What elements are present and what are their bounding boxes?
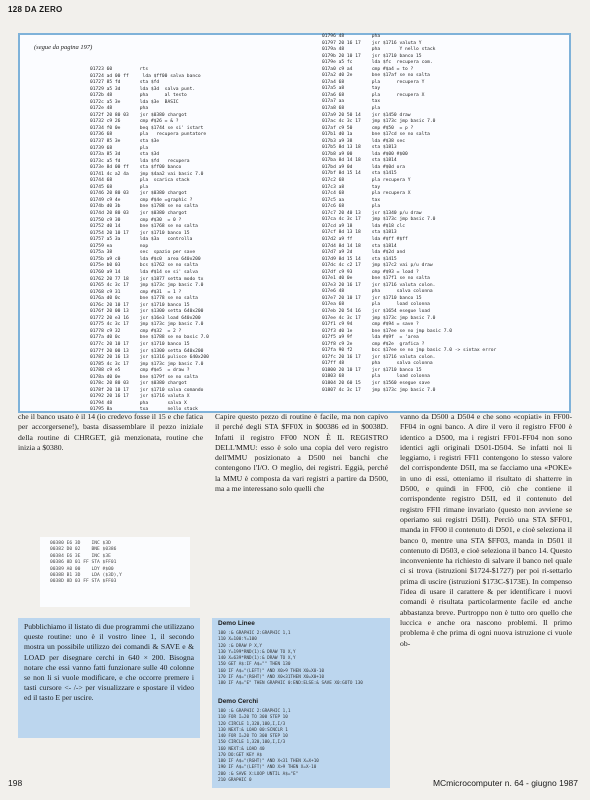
disassembly-left: 01723 60 rts 01724 ad 00 ff lda $ff00 salva banco 01727 85 fd sta $fd 01729 a5 3d lda $3d salva punt. 0172b 48 pha al testo 0172c a5 3e lda $3e BASIC 0172e 48 pha 0172f 20 80 03 jsr $0380 chargot 01732 c9 26 cmp #$26 = & ? 01734 f0 0e beq $1744 se si' istart 01736 68 pla recupera puntatore 01737 85 3e sta $3e 01739 68 pla 0173a 85 3d sta $3d 0173c a5 fd lda $fd recupera 0173e 8d 00 ff sta $ff00 banco 01741 4c a2 4a jmp $4aa2 vai basic 7.0 01744 68 pla scarica stack 01745 68 pla 01746 20 80 03 jsr $0380 chargot 01749 c9 4e cmp #$4e =graphic ? 0174b d0 3b bne $1788 se no salta 0174d 20 80 03 jsr $0380 chargot 01750 c9 30 cmp #$30 = 0 ? 01752 d0 14 bne $1768 se no salta 01754 20 10 17 jsr $1710 banco 15 01757 a5 3a lda $3a controlla 01759 ea nop 0175a 38 sec spazio per save 0175b a9 c0 lda #$c0 area 640x200 0175e b0 03 bcs $1762 se no salta 01760 a9 14 lda #$14 se si' salva 01762 20 77 18 jsr $1877 setta modo tx 01765 4c 3c 17 jmp $173c jmp basic 7.0 01768 c9 31 cmp #$31 = 1 ? 0176a d0 0c bne $1778 se no salta 0176c 20 10 17 jsr $1710 banco 15 0176f 20 00 13 jsr $1300 setta 640x200 01772 20 e3 16 jsr $16e3 load 640x200 01775 4c 3c 17 jmp $173c jmp basic 7.0 01778 c9 32 cmp #$32 = 2 ? 0177a d0 0c bne $1788 se no basic 7.0 0177c 20 10 17 jsr $1710 banco 15 0177f 20 00 13 jsr $1300 setta 640x200 01782 20 16 13 jsr $1316 pulisce 640x200 01785 4c 3c 17 jmp $173c jmp basic 7.0 01788 c9 e5 cmp #$e5 = draw ? 0178a d0 0e bne $179f se no salta 0178c 20 80 03 jsr $0380 chargot 0178f 20 10 17 jsr $1710 salva comando 01792 20 16 17 jsr $1716 valuta X 01794 48 pha salva X 01795 8a txa nello stack [90,67,209,413]
demo-linee-code: 100 :& GRAPHIC 2:GRAPHIC 1,1 110 X=100:Y=100 120 :& DRAW P X,Y 130 Y=199*RND(1):& DRAW TO X,Y 140 X=639*RND(1):& DRAW TO X,Y 150 GET A$:IF A$="" THEN 130 160 IF A$="(LEFT)" AND X0>9 THEN X0=X0-10 170 IF A$="(RGHT)" AND X0<31THEN X0=X0+10 180 IF A$="E" THEN GRAPHIC 0:END:ELSE:& SAVE X0:GOTO 130 [218,631,363,686]
column-1 [18,412,203,453]
chrget-listing-box [40,537,190,607]
chrget-listing: 00380 E6 3D INC $3D 00382 D0 02 BNE $0386 00384 E6 3E INC $3E 00386 8D 01 FF STA $FF01 00389 A0 00 LDY #$00 0038B B1 3D LDA ($3D),Y 0038D 8D 03 FF STA $FF03 [50,541,122,585]
column-2-text: Capire questo pezzo di routine è facile, ma non capivo il perché degli STA $FF0X in $00386 ed in $0038D. Infatti il registro FF00 NON È IL REGISTRO DELL'MMU: esso è solo una copia del vero registro dell'MMU posizionato a D500 nei banchi che contengono l'I/O. O meglio, dei registri. Eggià, perché la MMU è composta da vari registri a partire da D500, ma a me interessano solo quelli che [215,412,388,494]
column-2 [215,412,388,494]
demo-linee-title: Demo Linee [218,620,255,627]
sidebar-note [18,618,200,738]
column-3-text: vanno da D500 a D504 e che sono «copiati» in FF00-FF04 in ogni banco. A dire il vero il registro FF00 è identico a D500, ma i registri FF01-FF04 non sono identici agli originali D501-D504. Se infatti noi li leggiamo, i registri FFI1 contengono lo stesso valore del corrispondente D5II, ma se facciamo una «POKE» in uno di essi, otteniamo il risultato di shatterre in D500, e quindi in FF00, ciò che contiene il corrispondente registro D5II, ed il contenuto del registro FFII rimane invariato (questo non avviene se operiamo sui registri D5II). Perciò una STA $FF01, manda in FF00 il contenuto di D501, e cioè seleziona il banco 0, mentre una STA $FF03, manda in D501 il contenuto di D503, e cioè seleziona il banco 14. Questo inconveniente ha richiesto di salvare il banco nel quale ci si trova (istruzioni $1724-$1727) per poi ri-settarlo prima di uscire (istruzioni $173C-$173E). In compenso l'idea di usare il carattere & per identificare i nuovi comandi è risultata particolarmente facile ed anche abbastanza breve. Purtroppo non è tutto oro quello che luccica e anche ora nascono problemi. Il primo problema è che prima di ogni nuova istruzione ci vuole ob- [400,412,572,648]
column-1-text: che il banco usato è il 14 (io credevo fosse il 15 e che fatica per accorgersene!), basta disassemblare il pezzo iniziale della routine di CHRGET, già menzionata, routine che inizia a $0380. [18,412,203,452]
disassembly-right: 01796 48 pha 01797 20 16 17 jsr $1716 valuta Y 0179a 48 pha Y nello stack 0179b 20 10 17 jsr $1710 banco 15 0179e a5 fc lda $fc recupera com. 017a0 c9 a4 cmp #$a4 = to ? 017a2 d0 2e bne $17af se no salta 017a4 68 pla recupera Y 017a5 a8 tay 017a6 68 pla recupera X 017a7 aa tax 017a8 68 pla 017a9 20 50 14 jsr $1450 draw 017ac 4c 3c 17 jmp $173c jmp basic 7.0 017af c9 50 cmp #$50 = p ? 017b1 d0 1a bne $17cd se no salta 017b3 a9 38 lda #$38 sec 017b5 8d 13 18 sta $1813 017b8 a9 00 lda #$00 #$00 017ba 8d 14 18 sta $1814 017bd a9 0d lda #$0d ora 017bf 8d 15 14 sta $1415 017c2 68 pla recupera Y 017c3 a8 tay 017c4 68 pla recupera X 017c5 aa tax 017c6 68 pla 017c7 20 40 13 jsr $1340 p/u draw 017ca 4c 3c 17 jmp $173c jmp basic 7.0 017cd a9 18 lda #$18 clc 017cf 8d 13 18 sta $1813 017d2 a9 ff lda #$ff #$ff 017d4 8d 14 18 sta $1814 017d7 a9 2d lda #$2d and 017d9 8d 15 14 sta $1415 017dc 4c c2 17 jmp $17c2 vai p/u draw 017df c9 93 cmp #$93 = load ? 017e1 d0 0e bne $17f1 se no salta 017e3 20 16 17 jsr $1716 valuta colon. 017e6 48 pha salva colonna 017e7 20 10 17 jsr $1710 banco 15 017ea 68 pla load colonna 017eb 20 54 16 jsr $1654 esegue load 017ee 4c 3c 17 jmp $173c jmp basic 7.0 017f1 c9 94 cmp #$94 = save ? 017f3 d0 1e bne $17ee se no jmp basic 7.0 017f5 a9 9f lda #$9f = 'area 017f8 c9 2e cmp #$2e grafica ? 017fa 90 f2 bcc $17ee se no jmp basic 7.0 -> sintax error 017fc 20 16 17 jsr $1716 valuta colon. 017ff 48 pha salva colonna 01800 20 10 17 jsr $1710 banco 15 01803 68 pla load colonna 01804 20 60 15 jsr $1560 esegue save 01807 4c 3c 17 jmp $173c jmp basic 7.0 [322,34,497,393]
demo-cerchi-code: 100 :& GRAPHIC 2:GRAPHIC 1,1 110 FOR I=20 TO 300 STEP 10 120 CIRCLE 1,320,100,I,I/3 130 NEXT:& LOAD 00:SCNCLR 1 140 FOR I=20 TO 300 STEP 10 150 CIRCLE 1,320,100,I,I/3 160 NEXT:& LOAD 40 170 DO:GET KEY A$ 180 IF A$="(RGHT)" AND X<31 THEN X=X+10 190 IF A$="(LEFT)" AND X>9 THEN X=X-10 200 :& SAVE X:LOOP UNTIL A$="E" 210 GRAPHIC 0 [218,709,319,783]
column-3 [400,412,572,649]
page-number: 198 [8,778,23,788]
continued-note: (segue da pagina 197) [34,44,93,51]
sidebar-note-text: Pubblichiamo il listato di due programmi che utilizzano queste routine: uno è il vostro linee 1, il secondo mostra un possibile utilizzo dei comandi & SAVE e & LOAD per disegnare cerchi in 640 × 200. Bisogna notare che essi vanno fatti funzionare sulle 40 colonne se non li si vuole modificare, e che occorre premere i tasti cursore <- /-> per visualizzare e spostare il video ed il tasto E per uscire. [24,622,194,703]
demo-cerchi-title: Demo Cerchi [218,698,259,705]
magazine-footer: MCmicrocomputer n. 64 - giugno 1987 [432,778,578,788]
section-header: 128 DA ZERO [8,5,63,14]
demo-listings-box [212,618,390,788]
